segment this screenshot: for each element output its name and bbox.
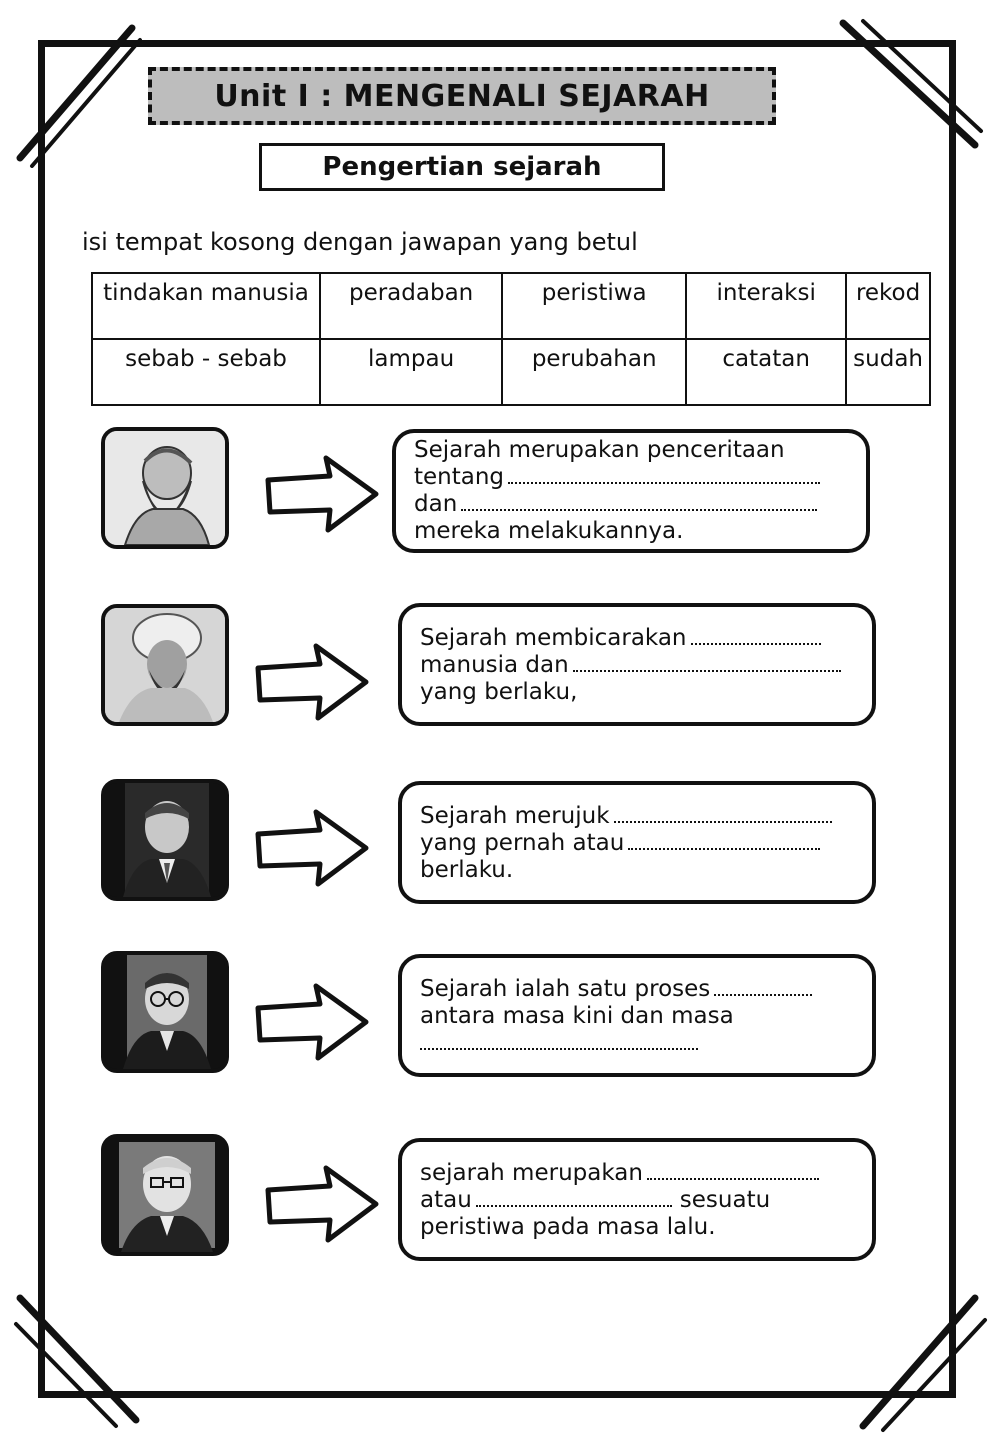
word-bank-row xyxy=(92,273,930,339)
word-bank-row xyxy=(92,339,930,405)
corner-decoration-bottom-left xyxy=(12,1290,142,1430)
page-title-text: Unit I : MENGENALI SEJARAH xyxy=(214,78,710,114)
answer-blank[interactable] xyxy=(476,1189,672,1207)
man-glasses-portrait-icon xyxy=(101,1134,229,1256)
statement-text: antara masa kini dan masa xyxy=(420,1003,734,1029)
section-subtitle xyxy=(259,143,665,191)
statement-text: sejarah merupakan xyxy=(420,1160,643,1186)
man-glasses-portrait-icon xyxy=(101,951,229,1073)
scholar-portrait-drawing xyxy=(105,608,225,722)
statement-box-4 xyxy=(398,954,876,1077)
statement-box-1 xyxy=(392,429,870,553)
answer-blank[interactable] xyxy=(647,1162,819,1180)
arrow-icon xyxy=(254,640,372,722)
corner-decoration-bottom-right xyxy=(855,1290,990,1435)
statement-text: dan xyxy=(414,491,458,517)
word-bank-cell[interactable]: peristiwa xyxy=(502,273,686,339)
arrow-icon xyxy=(254,806,372,888)
word-bank-cell[interactable]: sebab - sebab xyxy=(92,339,320,405)
page-title xyxy=(148,67,776,125)
scholar-portrait-icon xyxy=(101,604,229,726)
statement-text: mereka melakukannya. xyxy=(414,518,684,544)
word-bank-cell[interactable]: catatan xyxy=(686,339,846,405)
statement-text: Sejarah membicarakan xyxy=(420,625,687,651)
answer-blank[interactable] xyxy=(508,466,820,484)
man-glasses-portrait-drawing xyxy=(105,955,225,1069)
statement-box-2 xyxy=(398,603,876,726)
arrow-icon xyxy=(264,1162,382,1244)
statement-text: tentang xyxy=(414,464,505,490)
word-bank-cell[interactable]: rekod xyxy=(846,273,930,339)
answer-blank[interactable] xyxy=(714,978,812,996)
statement-box-5 xyxy=(398,1138,876,1261)
statement-text: Sejarah merujuk xyxy=(420,803,610,829)
man-glasses-portrait-drawing xyxy=(105,1138,225,1252)
statement-text: yang pernah atau xyxy=(420,830,625,856)
answer-blank[interactable] xyxy=(628,832,820,850)
word-bank-cell[interactable]: sudah xyxy=(846,339,930,405)
answer-blank[interactable] xyxy=(691,627,821,645)
arrow-icon xyxy=(264,452,382,534)
answer-blank[interactable] xyxy=(614,805,832,823)
word-bank-cell[interactable]: peradaban xyxy=(320,273,502,339)
historian-portrait-drawing xyxy=(105,431,225,545)
instruction-text: isi tempat kosong dengan jawapan yang betul xyxy=(82,228,638,256)
answer-blank[interactable] xyxy=(420,1032,698,1050)
word-bank-cell[interactable]: perubahan xyxy=(502,339,686,405)
man-portrait-icon xyxy=(101,779,229,901)
answer-blank[interactable] xyxy=(461,493,817,511)
arrow-icon xyxy=(254,980,372,1062)
historian-portrait-icon xyxy=(101,427,229,549)
statement-text: peristiwa pada masa lalu. xyxy=(420,1214,716,1240)
statement-text: sesuatu xyxy=(679,1187,771,1213)
word-bank-cell[interactable]: lampau xyxy=(320,339,502,405)
corner-decoration-top-right xyxy=(835,15,985,155)
answer-blank[interactable] xyxy=(573,654,841,672)
word-bank-cell[interactable]: interaksi xyxy=(686,273,846,339)
corner-decoration-top-left xyxy=(12,18,142,168)
statement-text: Sejarah ialah satu proses xyxy=(420,976,711,1002)
statement-text: Sejarah merupakan penceritaan xyxy=(414,437,785,463)
statement-text: manusia dan xyxy=(420,652,569,678)
word-bank-table xyxy=(91,272,931,406)
statement-text: atau xyxy=(420,1187,472,1213)
statement-box-3 xyxy=(398,781,876,904)
section-subtitle-text: Pengertian sejarah xyxy=(322,152,602,182)
statement-text: berlaku. xyxy=(420,857,514,883)
statement-text: yang berlaku, xyxy=(420,679,578,705)
man-portrait-drawing xyxy=(105,783,225,897)
word-bank-cell[interactable]: tindakan manusia xyxy=(92,273,320,339)
